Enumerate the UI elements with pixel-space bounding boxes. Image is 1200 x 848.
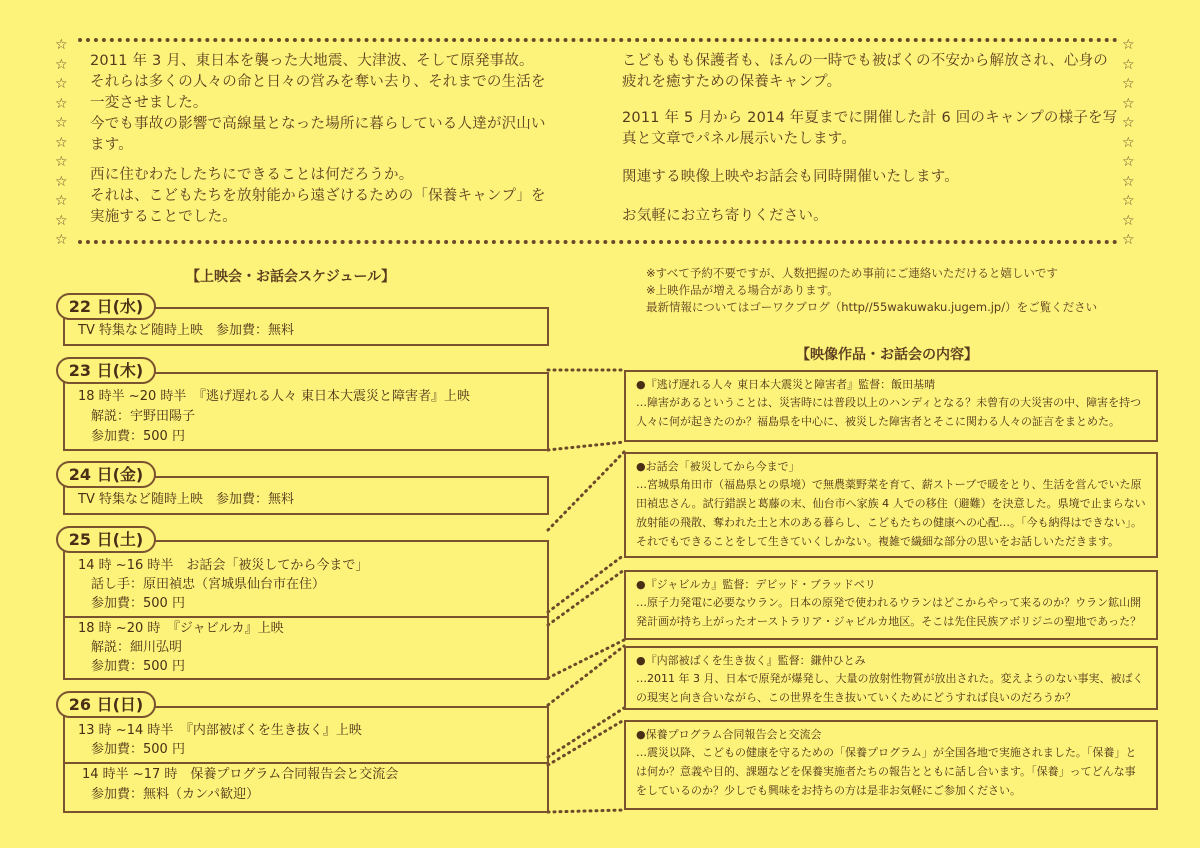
day-23-tab: 23 日(木) — [56, 357, 156, 384]
right-star-border: ☆ ☆ ☆ ☆ ☆ ☆ ☆ ☆ ☆ ☆ ☆ — [1122, 37, 1135, 248]
connector-26-mid — [548, 708, 624, 757]
intro-right-p1: こどももも保護者も、ほんの一時でも被ばくの不安から解放され、心身の 疲れを癒すための保養キャンプ。 — [622, 53, 1108, 90]
day-25-block2-line2: 解説：細川弘明 — [78, 640, 183, 655]
schedule-heading: 【上映会・お話会スケジュール】 — [186, 269, 396, 285]
content-5-desc: …震災以降、こどもの健康を守るための「保養プログラム」が全国各地で実施されました。「保養」と は何か？意義や目的、課題などを保養実施者たちの報告とともに話し合います。「保養」ってどんな事 をしているのか？少しでも興味をお持ちの方は是非お気軽にご参加ください。 — [636, 746, 1137, 797]
connector-23-bottom — [548, 442, 624, 450]
content-5-title: ●保養プログラム合同報告会と交流会 — [636, 728, 822, 741]
connector-25-mid — [548, 555, 624, 612]
content-box-3 — [624, 570, 1158, 640]
content-2-title: ●お話会「被災してから今まで」 — [636, 460, 800, 473]
note-2: ※上映作品が増える場合があります。 — [646, 283, 839, 297]
note-3: 最新情報についてはゴーワクブログ（http//55wakuwaku.jugem.jp/）をご覧ください — [646, 300, 1098, 314]
day-24-tab: 24 日(金) — [56, 461, 156, 488]
day-22-line: TV 特集など随時上映 参加費：無料 — [78, 323, 294, 338]
connector-26-b-top — [548, 720, 624, 765]
content-4-title: ●『内部被ばくを生き抜く』監督：鎌仲ひとみ — [636, 654, 866, 667]
intro-right-p2: 2011 年 5 月から 2014 年夏までに開催した計 6 回のキャンプの様子を写 真と文章でパネル展示いたします。 — [622, 110, 1118, 147]
day-26-block1-line2: 参加費：500 円 — [78, 742, 185, 757]
day-25-block1-line1: 14 時 ~16 時半 お話会「被災してから今まで」 — [78, 558, 369, 573]
day-23-line-2: 解説：宇野田陽子 — [78, 409, 196, 424]
day-26-block2-line2: 参加費：無料（カンパ歓迎） — [78, 787, 260, 802]
connector-26-bottom — [548, 810, 624, 812]
content-box-1 — [624, 370, 1158, 442]
content-4-desc: …2011 年 3 月、日本で原発が爆発し、大量の放射性物質が放出された。変えようのない事実、被ばく の現実と向き合いながら、この世界を生き抜いていくためにどうすれば良いのだろうか？ — [636, 672, 1144, 704]
contents-heading: 【映像作品・お話会の内容】 — [796, 347, 978, 363]
note-1: ※すべて予約不要ですが、人数把握のため事前にご連絡いただけると嬉しいです — [646, 266, 1058, 280]
day-26-tab: 26 日(日) — [56, 691, 156, 718]
content-3-title: ●『ジャビルカ』監督：デビッド・ブラッドベリ — [636, 578, 876, 591]
day-25-block1-line3: 参加費：500 円 — [78, 596, 185, 611]
connector-26-top — [548, 646, 624, 705]
content-box-2 — [624, 452, 1158, 558]
day-25-block1-line2: 話し手：原田禎忠（宮城県仙台市在住） — [78, 577, 326, 592]
day-25-divider — [63, 616, 549, 618]
connector-25-jab-bottom — [548, 640, 624, 678]
day-25-block2-line1: 18 時 ~20 時 『ジャビルカ』上映 — [78, 621, 284, 636]
intro-right-p4: お気軽にお立ち寄りください。 — [622, 208, 828, 224]
connector-25-top — [548, 452, 624, 530]
day-26-block1-line1: 13 時 ~14 時半 『内部被ばくを生き抜く』上映 — [78, 723, 362, 738]
day-24-line: TV 特集など随時上映 参加費：無料 — [78, 492, 294, 507]
day-26-divider — [63, 762, 549, 764]
content-2-desc: …宮城県角田市（福島県との県境）で無農薬野菜を育て、薪ストーブで暖をとり、生活を営んでいた原 田禎忠さん。試行錯誤と葛藤の末、仙台市へ家族 4 人での移住（避難）を決意した。県境で止まらない 放射能の飛散、奪われた土と木のある暮らし、こどもたちの健康への心配…。「今も納得はできない」。 それでもできることをして生きていくしかない。複雑で繊細な部分の思いをお話しいただきます。 — [636, 478, 1146, 548]
day-25-block2-line3: 参加費：500 円 — [78, 659, 185, 674]
intro-left-p1: 2011 年 3 月、東日本を襲った大地震、大津波、そして原発事故。 それらは多くの人々の命と日々の営みを奪い去り、それまでの生活を 一変させました。 今でも事故の影響で高線量となった場所に暮らしている人達が沢山い ます。 — [90, 53, 546, 153]
day-23-line-1: 18 時半 ~20 時半 『逃げ遅れる人々 東日本大震災と障害者』上映 — [78, 389, 471, 404]
day-26-block2-line1: 14 時半 ~17 時 保養プログラム合同報告会と交流会 — [82, 767, 399, 782]
day-22-tab: 22 日(水) — [56, 293, 156, 320]
content-1-title: ●『逃げ遅れる人々 東日本大震災と障害者』監督：飯田基晴 — [636, 378, 936, 391]
content-box-5 — [624, 720, 1158, 810]
intro-right-p3: 関連する映像上映やお話会も同時開催いたします。 — [622, 169, 959, 185]
content-box-4 — [624, 646, 1158, 710]
intro-left-p2: 西に住むわたしたちにできることは何だろうか。 それは、こどもたちを放射能から遠ざけるための「保養キャンプ」を 実施することでした。 — [90, 167, 546, 225]
content-3-desc: …原子力発電に必要なウラン。日本の原発で使われるウランはどこからやって来るのか？ウラン鉱山開 発計画が持ち上がったオーストラリア・ジャビルカ地区。そこは先住民族アボリジニの聖地であった？ — [636, 596, 1142, 628]
connector-25-jab-top — [548, 570, 624, 625]
left-star-border: ☆ ☆ ☆ ☆ ☆ ☆ ☆ ☆ ☆ ☆ ☆ — [55, 37, 68, 248]
day-23-line-3: 参加費：500 円 — [78, 429, 185, 444]
content-1-desc: …障害があるということは、災害時には普段以上のハンディとなる？未曾有の大災害の中、障害を持つ 人々に何が起きたのか？福島県を中心に、被災した障害者とそこに関わる人々の証言をまとめた。 — [636, 396, 1142, 428]
day-25-tab: 25 日(土) — [56, 526, 156, 553]
